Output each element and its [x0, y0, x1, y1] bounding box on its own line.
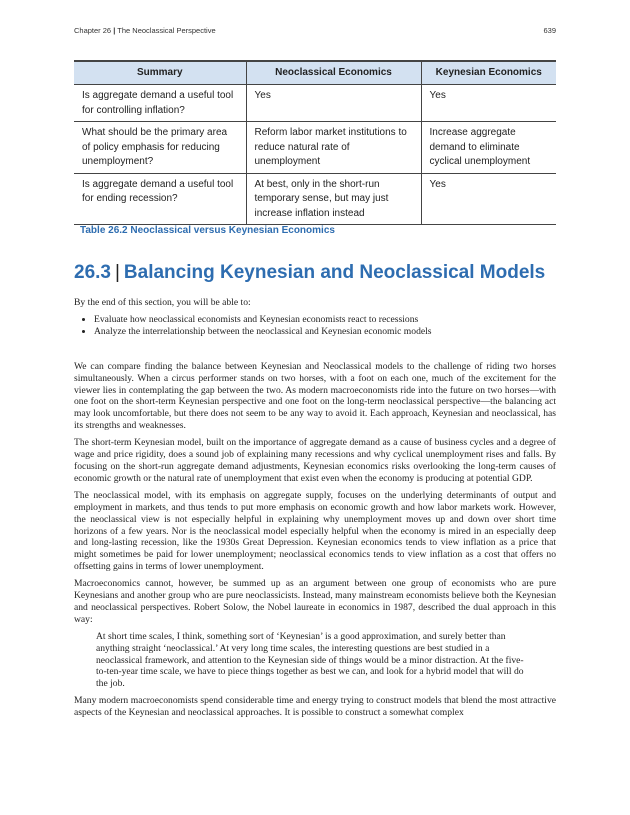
section-number: 26.3 — [74, 262, 111, 283]
section-separator: | — [114, 262, 120, 283]
chapter-label — [74, 26, 216, 35]
table-cell: Reform labor market institutions to reduce natural rate of unemployment — [246, 122, 421, 174]
objective-item: • Evaluate how neoclassical economists and Keynesian economists react to recessions — [94, 314, 556, 326]
table-row — [74, 85, 556, 122]
objective-item: • Analyze the interrelationship between the neoclassical and Keynesian economic models — [94, 326, 556, 338]
header-separator: | — [113, 26, 116, 35]
table-cell: Yes — [246, 85, 421, 122]
table-cell: Yes — [421, 85, 556, 122]
header-neoclassical: Neoclassical Economics — [246, 61, 421, 85]
section-heading — [74, 262, 545, 284]
chapter-title: The Neoclassical Perspective — [117, 26, 216, 35]
table-header-row — [74, 61, 556, 85]
objectives-intro: By the end of this section, you will be able to: — [74, 297, 251, 308]
body-paragraph: The short-term Keynesian model, built on the importance of aggregate demand as a cause of business cycles and a degree of wage and price rigidity, does a sound job of explaining many recessions and why cyclical unemployment rises and falls. By focusing on the short-run aggregate demand adjustments, Keynesian economics risks overlooking the long-term causes of economic growth or the natural rate of unemployment that exist even when the economy is producing at potential GDP. — [74, 437, 556, 484]
header-summary: Summary — [74, 61, 246, 85]
table-cell: Is aggregate demand a useful tool for ending recession? — [74, 173, 246, 225]
section-content — [74, 297, 556, 724]
summary-table — [74, 60, 556, 225]
table-cell: Yes — [421, 173, 556, 225]
running-header — [74, 26, 556, 35]
header-keynesian: Keynesian Economics — [421, 61, 556, 85]
chapter-number: Chapter 26 — [74, 26, 112, 35]
body-paragraph: We can compare finding the balance between Keynesian and Neoclassical models to the challenge of riding two horses simultaneously. When a circus performer stands on two horses, with a foot on each one, much of the excitement for the viewer lies in contemplating the gap between the two. As modern macroeconomists ride into the future on two horses—with one foot on the short-term Keynesian perspective and one foot on the long-term neoclassical perspective—the balancing act may look uncomfortable, but there does not seem to be any way to avoid it. Each approach, Keynesian and neoclassical, has its strengths and weaknesses. — [74, 360, 556, 432]
table-row — [74, 173, 556, 225]
body-paragraph: Macroeconomics cannot, however, be summed up as an argument between one group of economists who are pure Keynesians and another group who are pure neoclassicists. Instead, many mainstream economists believe both the Keynesian and neoclassical perspectives. Robert Solow, the Nobel laureate in economics in 1987, described the dual approach in this way: — [74, 578, 556, 625]
table-cell: At best, only in the short-run temporary sense, but may just increase inflation instead — [246, 173, 421, 225]
table-row — [74, 122, 556, 174]
table-cell: Is aggregate demand a useful tool for controlling inflation? — [74, 85, 246, 122]
section-title: Balancing Keynesian and Neoclassical Models — [123, 262, 546, 283]
body-paragraph: Many modern macroeconomists spend considerable time and energy trying to construct models that blend the most attractive aspects of the Keynesian and neoclassical approaches. It is possible to construct a somewhat complex — [74, 695, 556, 719]
learning-objectives — [74, 314, 556, 338]
table-cell: Increase aggregate demand to eliminate cyclical unemployment — [421, 122, 556, 174]
page-number: 639 — [543, 26, 556, 35]
solow-quote: At short time scales, I think, something sort of ‘Keynesian’ is a good approximation, and surely better than anything straight ‘neoclassical.’ At very long time scales, the interesting questions are best studied in a neoclassical framework, and attention to the Keynesian side of things would be a minor distraction. At the five-to-ten-year time scale, we have to piece things together as best we can, and look for a hybrid model that will do the job. — [96, 630, 524, 690]
table-cell: What should be the primary area of policy emphasis for reducing unemployment? — [74, 122, 246, 174]
table-caption: Table 26.2 Neoclassical versus Keynesian Economics — [80, 225, 335, 236]
body-paragraph: The neoclassical model, with its emphasis on aggregate supply, focuses on the underlying determinants of output and employment in markets, and thus tends to put more emphasis on economic growth and how labor markets work. However, the neoclassical view is not especially helpful in explaining why unemployment moves up and down over short time horizons of a few years. Nor is the neoclassical model especially helpful when the economy is mired in an especially deep and long-lasting recession, like the 1930s Great Depression. Keynesian economics tends to view inflation as a price that might sometimes be paid for lower unemployment; neoclassical economics tends to view inflation as a cost that offers no offsetting gains in terms of lower unemployment. — [74, 489, 556, 573]
